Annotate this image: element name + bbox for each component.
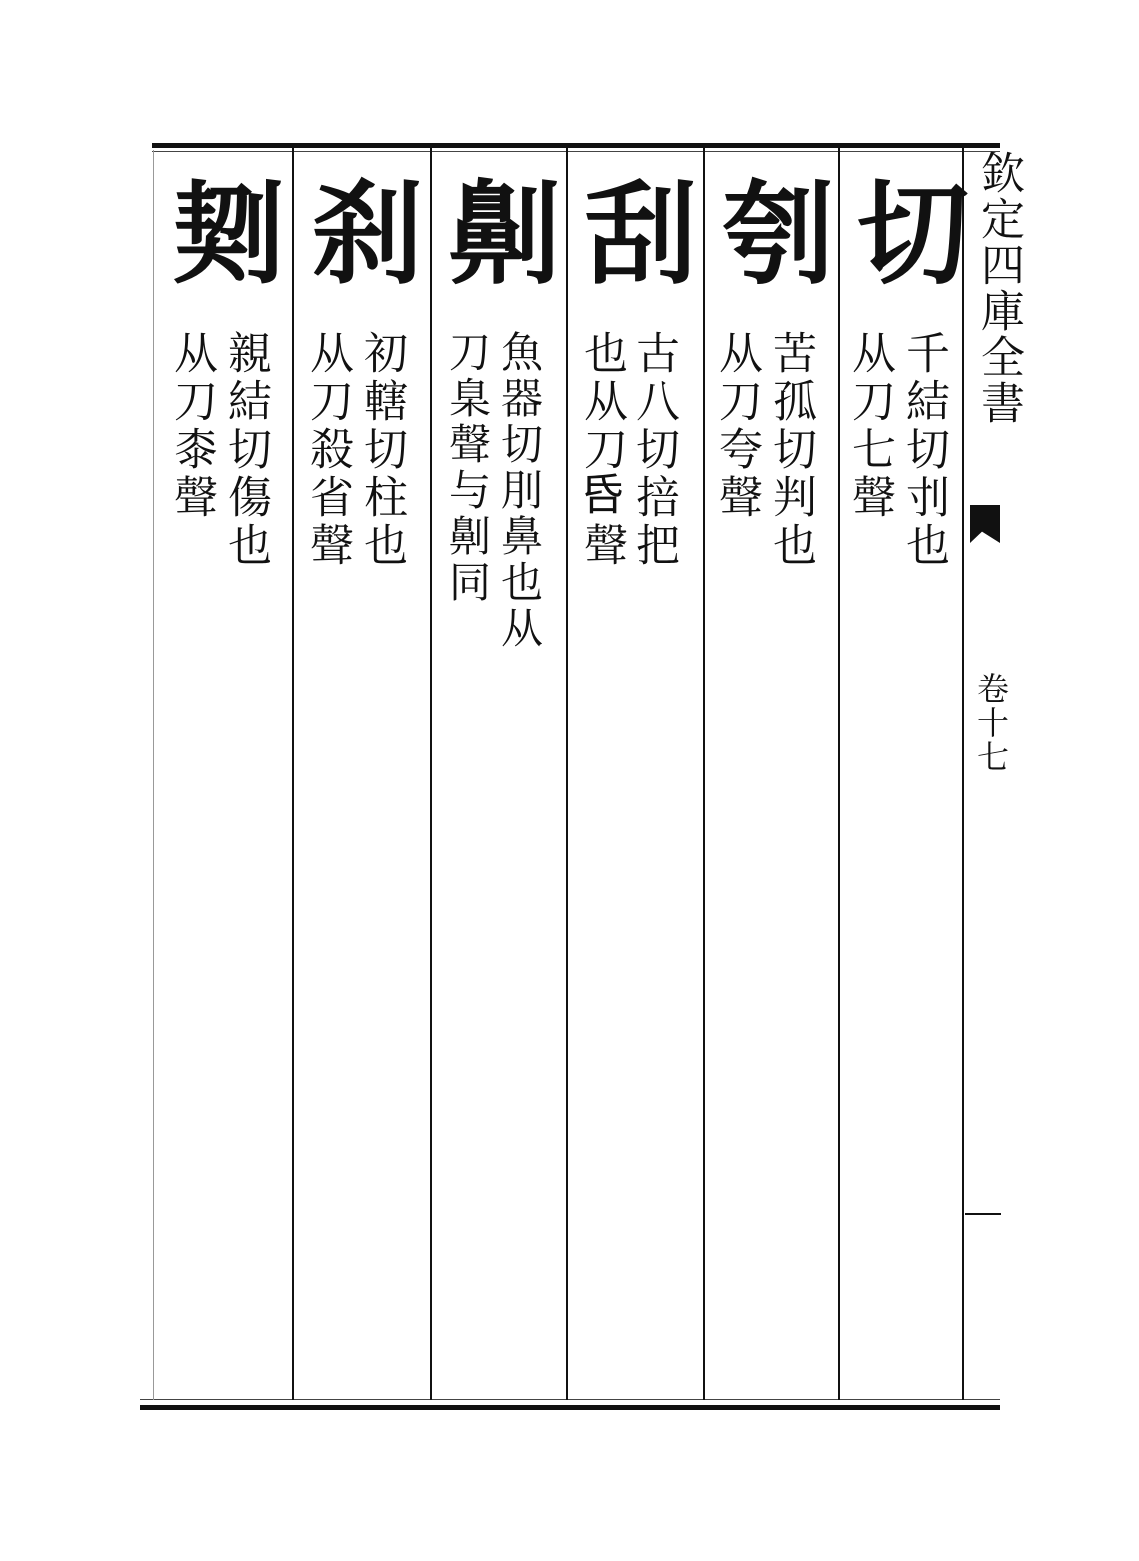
seal-character: 刳 [722,169,824,300]
frame-bottom-inner-border [140,1399,1000,1400]
column-divider [566,148,568,1400]
frame-top-border [152,143,1000,148]
column-divider-margin [962,148,964,1400]
frame-top-inner-border [152,151,1000,152]
seal-character: 刹 [311,169,413,300]
gloss-line-b: 从刀桼聲 [166,330,217,522]
seal-character: 劓 [449,169,551,300]
gloss-line-a: 魚器切刖鼻也从 [495,330,544,652]
gloss-line-b: 从刀殺省聲 [302,330,353,570]
frame-bottom-border [140,1405,1000,1410]
fish-tail-mark [970,505,1000,543]
book-title: 欽定四庫全書 [973,150,1024,426]
column-divider [703,148,705,1400]
gloss-line-a: 古八切掊把 [628,330,679,570]
gloss-line-b: 从刀夸聲 [711,330,762,522]
seal-character: 切 [857,169,959,300]
gloss-line-b: 从刀七聲 [844,330,895,522]
gloss-line-a: 千結切刌也 [898,330,949,570]
column-divider [430,148,432,1400]
gloss-line-b: 也从刀𠯑聲 [576,330,627,570]
gloss-line-a: 初轄切柱也 [356,330,407,570]
margin-tick [965,1213,1001,1215]
gloss-line-b: 刀臬聲与劓同 [443,330,492,606]
gloss-line-a: 親結切傷也 [220,330,271,570]
volume-label: 卷十七 [972,672,1010,774]
column-divider [838,148,840,1400]
frame-left-edge [153,150,154,1400]
seal-character: 刮 [585,169,687,300]
seal-character: 㓶 [173,169,275,300]
gloss-line-a: 苦孤切判也 [765,330,816,570]
column-divider [292,148,294,1400]
